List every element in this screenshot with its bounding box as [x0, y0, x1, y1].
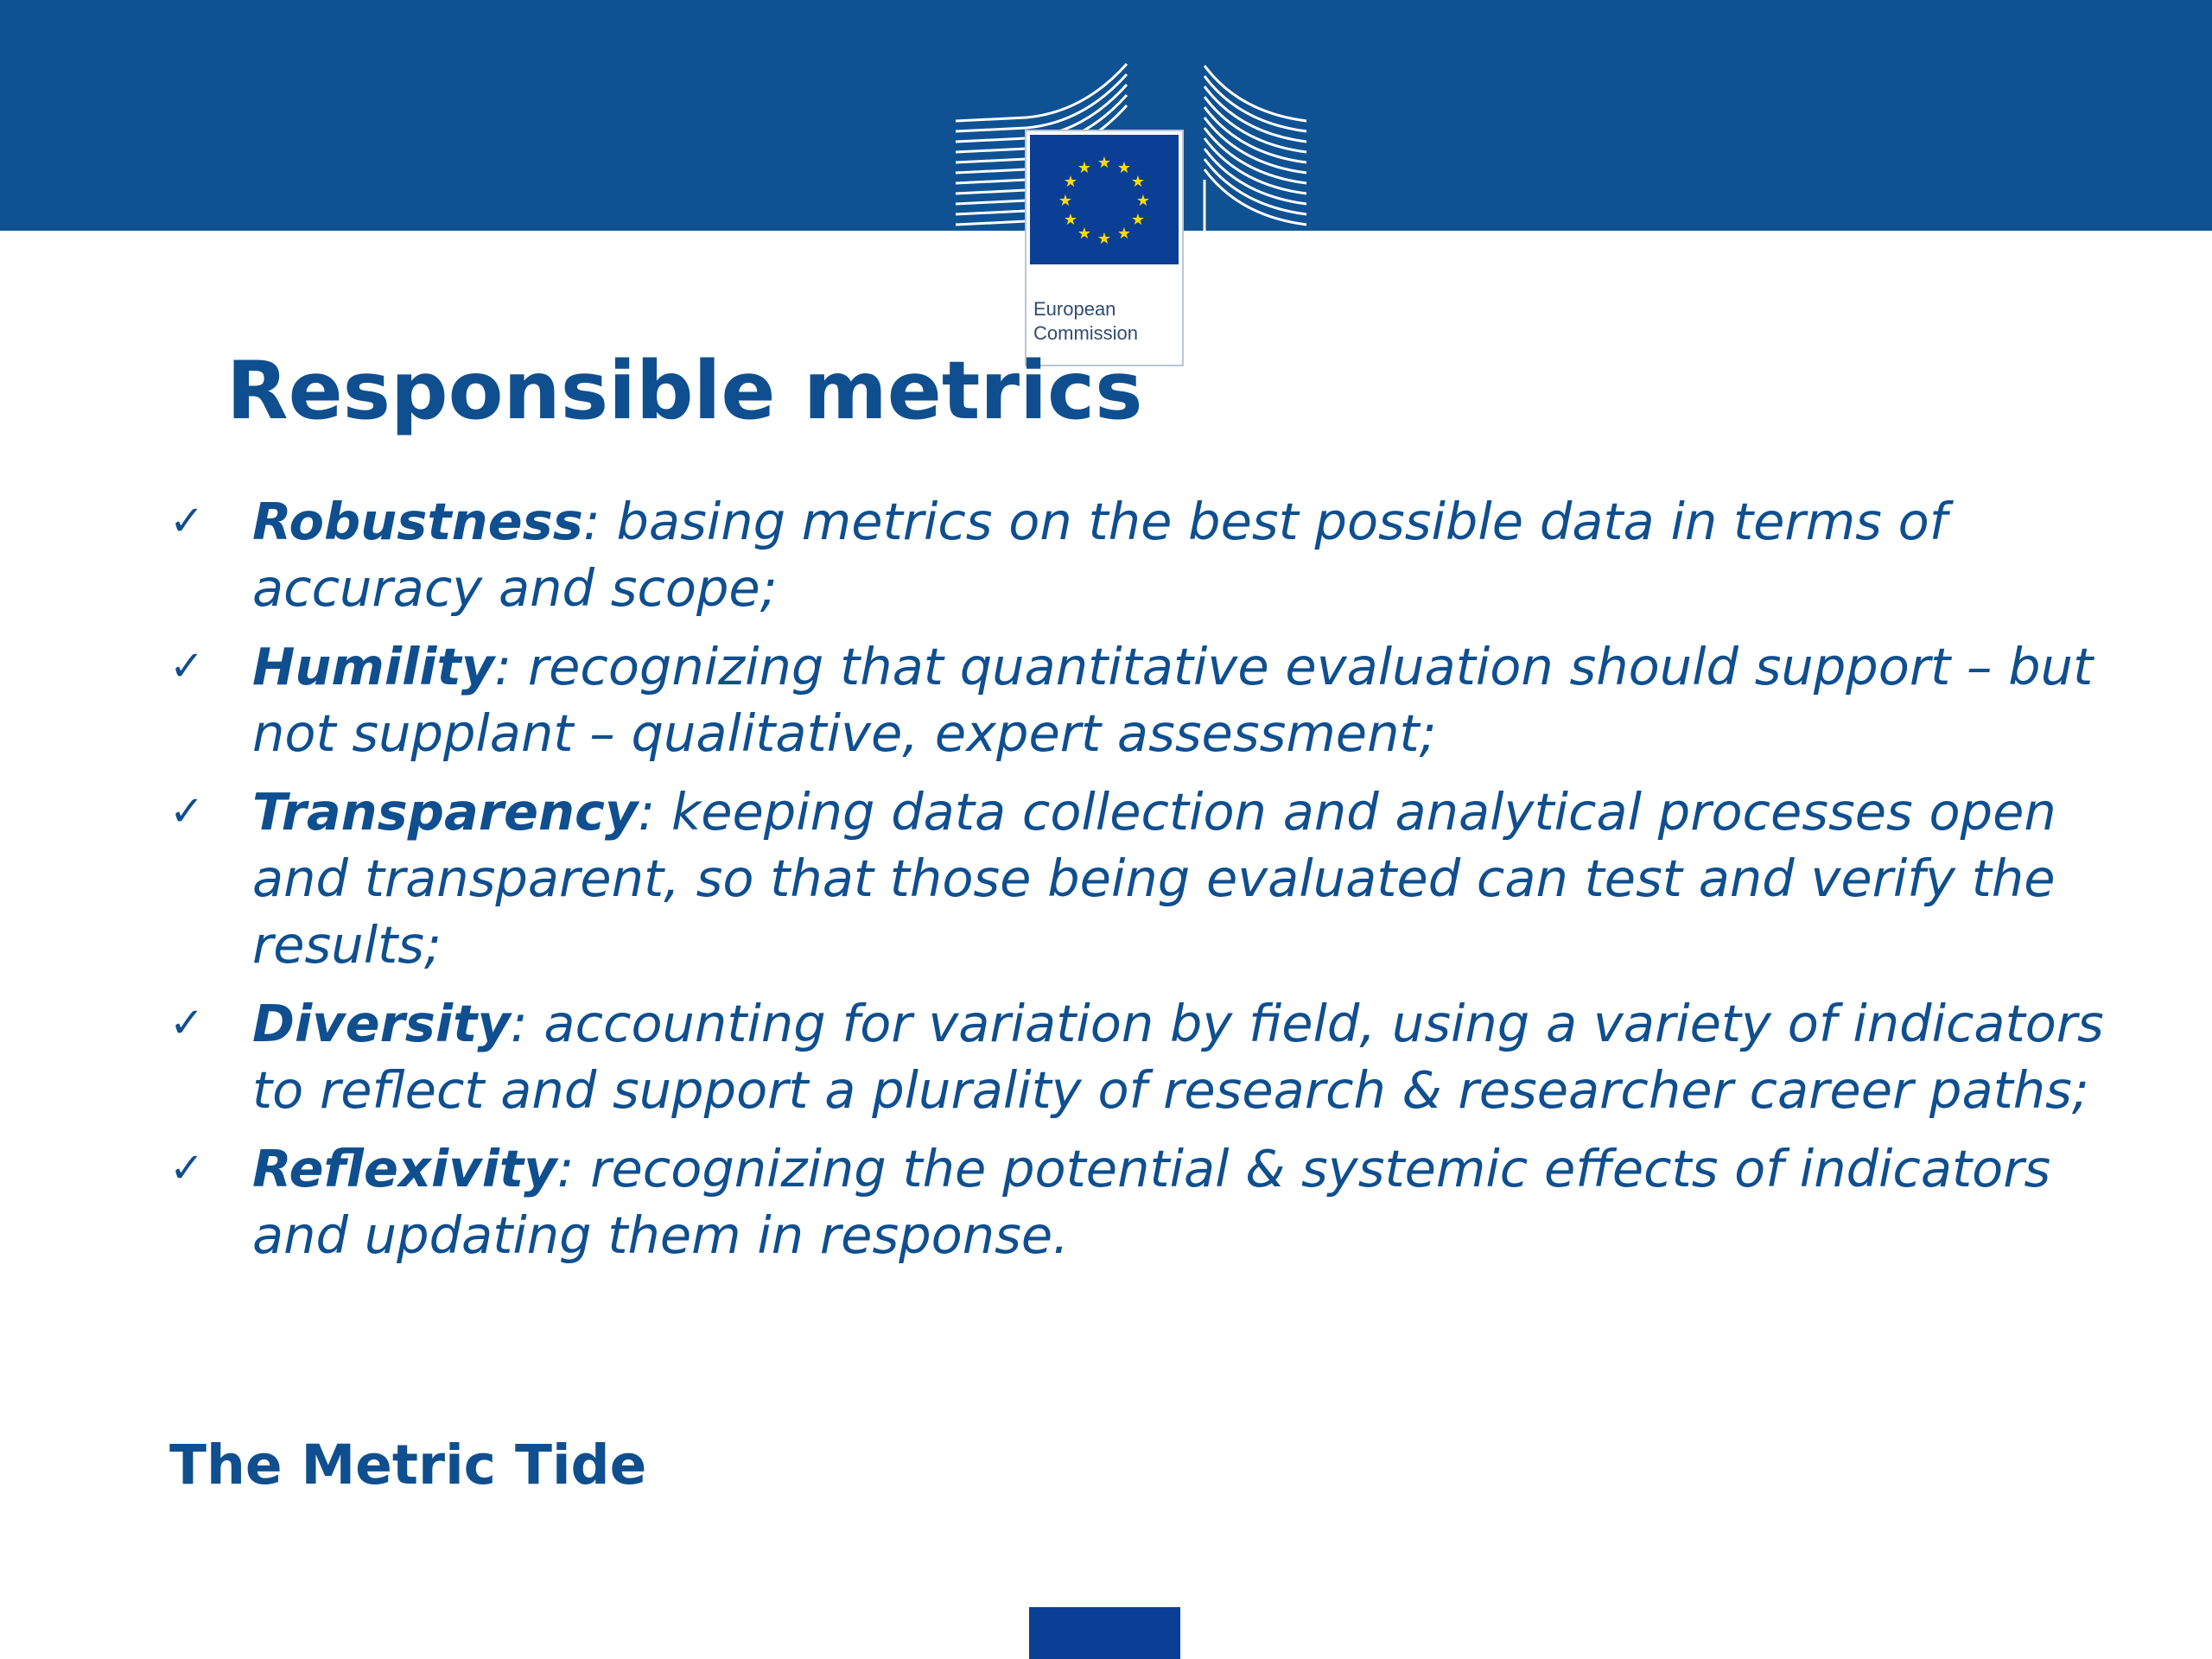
principle-term: Diversity	[252, 994, 511, 1053]
footer-tab	[1029, 1607, 1180, 1659]
eu-stars-icon	[1030, 135, 1179, 264]
principle-term: Reflexivity	[252, 1139, 557, 1198]
principle-term: Robustness	[252, 492, 583, 551]
list-item	[169, 990, 2131, 1123]
svg-text:★: ★	[1096, 230, 1112, 248]
principle-term: Transparency	[252, 782, 639, 842]
checkmark-icon: ✓	[169, 787, 205, 836]
list-item	[169, 633, 2131, 766]
list-item	[169, 488, 2131, 621]
principle-text: : recognizing the potential & systemic effects of indicators and updating them in response.	[252, 1139, 2051, 1265]
svg-text:★: ★	[1135, 192, 1151, 210]
svg-text:★: ★	[1063, 211, 1078, 229]
svg-text:★: ★	[1063, 173, 1078, 191]
svg-text:★: ★	[1116, 225, 1132, 243]
logo-emblem	[1027, 131, 1182, 365]
logo-line-2: Commission	[1033, 322, 1139, 344]
principle-text: : recognizing that quantitative evaluation should support – but not supplant – qualitative, expert assessment;	[252, 637, 2094, 763]
svg-text:★: ★	[1130, 211, 1146, 229]
svg-text:★: ★	[1077, 159, 1092, 177]
checkmark-icon: ✓	[169, 1144, 205, 1192]
svg-text:★: ★	[1116, 159, 1132, 177]
european-commission-logo	[954, 60, 1308, 344]
principle-text: : accounting for variation by field, using a variety of indicators to reflect and support a plurality of research & researcher career paths;	[252, 994, 2104, 1120]
checkmark-icon: ✓	[169, 999, 205, 1047]
logo-line-1: European	[1033, 298, 1116, 320]
checkmark-icon: ✓	[169, 642, 205, 690]
svg-text:★: ★	[1077, 225, 1092, 243]
checkmark-icon: ✓	[169, 497, 205, 545]
principle-text: : keeping data collection and analytical processes open and transparent, so that those being evaluated can test and verify the results;	[252, 782, 2056, 975]
slide-title: Responsible metrics	[226, 344, 1143, 437]
svg-text:★: ★	[1058, 192, 1073, 210]
svg-text:★: ★	[1130, 173, 1146, 191]
svg-text:★: ★	[1096, 154, 1112, 172]
principle-term: Humility	[252, 637, 495, 696]
principle-text: : basing metrics on the best possible data in terms of accuracy and scope;	[252, 492, 1948, 618]
list-item	[169, 1135, 2131, 1268]
source-label: The Metric Tide	[169, 1433, 647, 1497]
list-item	[169, 779, 2131, 978]
eu-flag	[1030, 135, 1179, 264]
principles-list	[169, 488, 2131, 1281]
